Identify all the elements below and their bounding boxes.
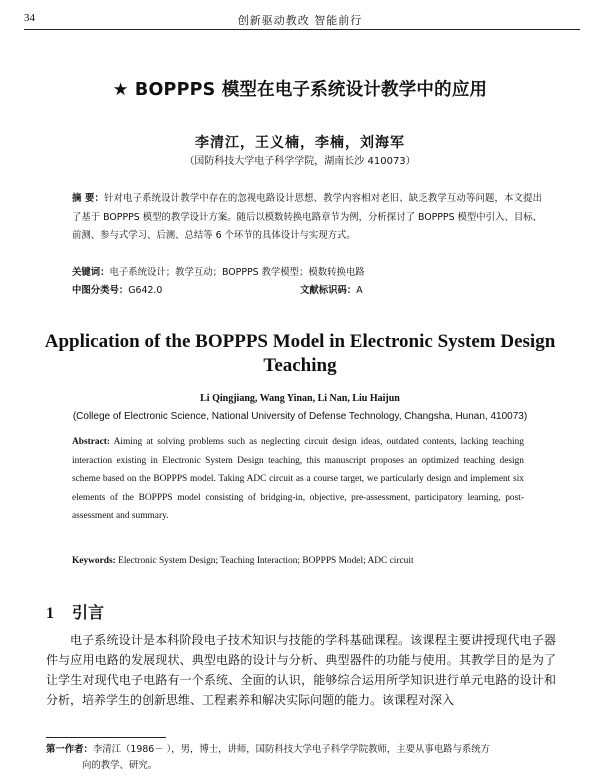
section-number: 1 — [46, 605, 54, 622]
english-keywords-label: Keywords: — [72, 556, 116, 566]
english-affiliation: (College of Electronic Science, National University of Defense Technology, Changsha, Hunan, 410073) — [72, 411, 528, 422]
footnote-line-1 — [46, 742, 566, 758]
chinese-title: ★ BOPPPS 模型在电子系统设计教学中的应用 — [112, 80, 488, 100]
english-title: Application of the BOPPPS Model in Electronic System Design Teaching — [44, 331, 556, 376]
footnote-line-2: 向的教学、研究。 — [82, 760, 158, 771]
chinese-keywords-label: 关键词： — [72, 267, 110, 278]
chinese-abstract-label: 摘 要： — [72, 193, 104, 204]
footnote — [46, 742, 566, 774]
clc-number — [72, 282, 162, 296]
footnote-rule — [46, 737, 166, 738]
english-keywords-text: Electronic System Design; Teaching Interaction; BOPPPS Model; ADC circuit — [118, 556, 414, 566]
section-heading — [46, 600, 104, 623]
section-body: 电子系统设计是本科阶段电子技术知识与技能的学科基础课程。该课程主要讲授现代电子器件与应用电路的发展现状、典型电路的设计与分析、典型器件的功能与使用。其教学目的是为了让学生对现代电子电路有一个系统、全面的认识，能够综合运用所学知识进行单元电路的设计和分析，培养学生的创新思维、工程素养和解决实际问题的能力。该课程对深入 — [46, 633, 556, 707]
doccode-value: A — [356, 285, 363, 296]
document-code — [300, 282, 363, 296]
english-keywords — [72, 556, 414, 566]
english-abstract — [72, 433, 524, 526]
section-title: 引言 — [72, 603, 105, 622]
footnote-label: 第一作者： — [46, 744, 93, 755]
header-rule — [24, 29, 580, 30]
page-number: 34 — [24, 12, 35, 24]
chinese-affiliation: （国防科技大学电子科学学院，湖南长沙 410073） — [184, 156, 416, 167]
doccode-label: 文献标识码： — [300, 285, 357, 296]
chinese-keywords-text: 电子系统设计；教学互动；BOPPPS 教学模型；模数转换电路 — [109, 267, 365, 278]
english-authors: Li Qingjiang, Wang Yinan, Li Nan, Liu Haijun — [200, 393, 400, 404]
clc-value: G642.0 — [128, 285, 163, 296]
footnote-text-1: 李清江（1986－ ），男，博士，讲师，国防科技大学电子科学学院教师，主要从事电路与系统方 — [92, 744, 491, 755]
chinese-authors: 李清江，王义楠，李楠，刘海军 — [195, 135, 405, 151]
running-header: 创新驱动教改 智能前行 — [237, 14, 363, 27]
chinese-abstract — [72, 190, 542, 246]
clc-label: 中图分类号： — [72, 285, 129, 296]
chinese-abstract-text: 针对电子系统设计教学中存在的忽视电路设计思想、教学内容相对老旧、缺乏教学互动等问题，本文提出了基于 BOPPPS 模型的教学设计方案。随后以模数转换电路章节为例，分析探讨了 BOPPPS 模型中引入、目标、前测、参与式学习、后测、总结等 6 个环节的具体设计与实现方式。 — [72, 193, 542, 241]
english-abstract-label: Abstract: — [72, 437, 111, 447]
english-abstract-text: Aiming at solving problems such as neglecting circuit design ideas, outdated contents, lacking teaching interaction existing in Electronic System Design teaching, this manuscript proposes an optimized teaching design scheme based on the BOPPPS model. Taking ADC circuit as a course target, we particularly design and implement six elements of the BOPPPS model consisting of bridging-in, objective, pre-assessment, participatory learning, post-assessment and summary. — [72, 437, 524, 521]
chinese-keywords — [72, 264, 365, 278]
